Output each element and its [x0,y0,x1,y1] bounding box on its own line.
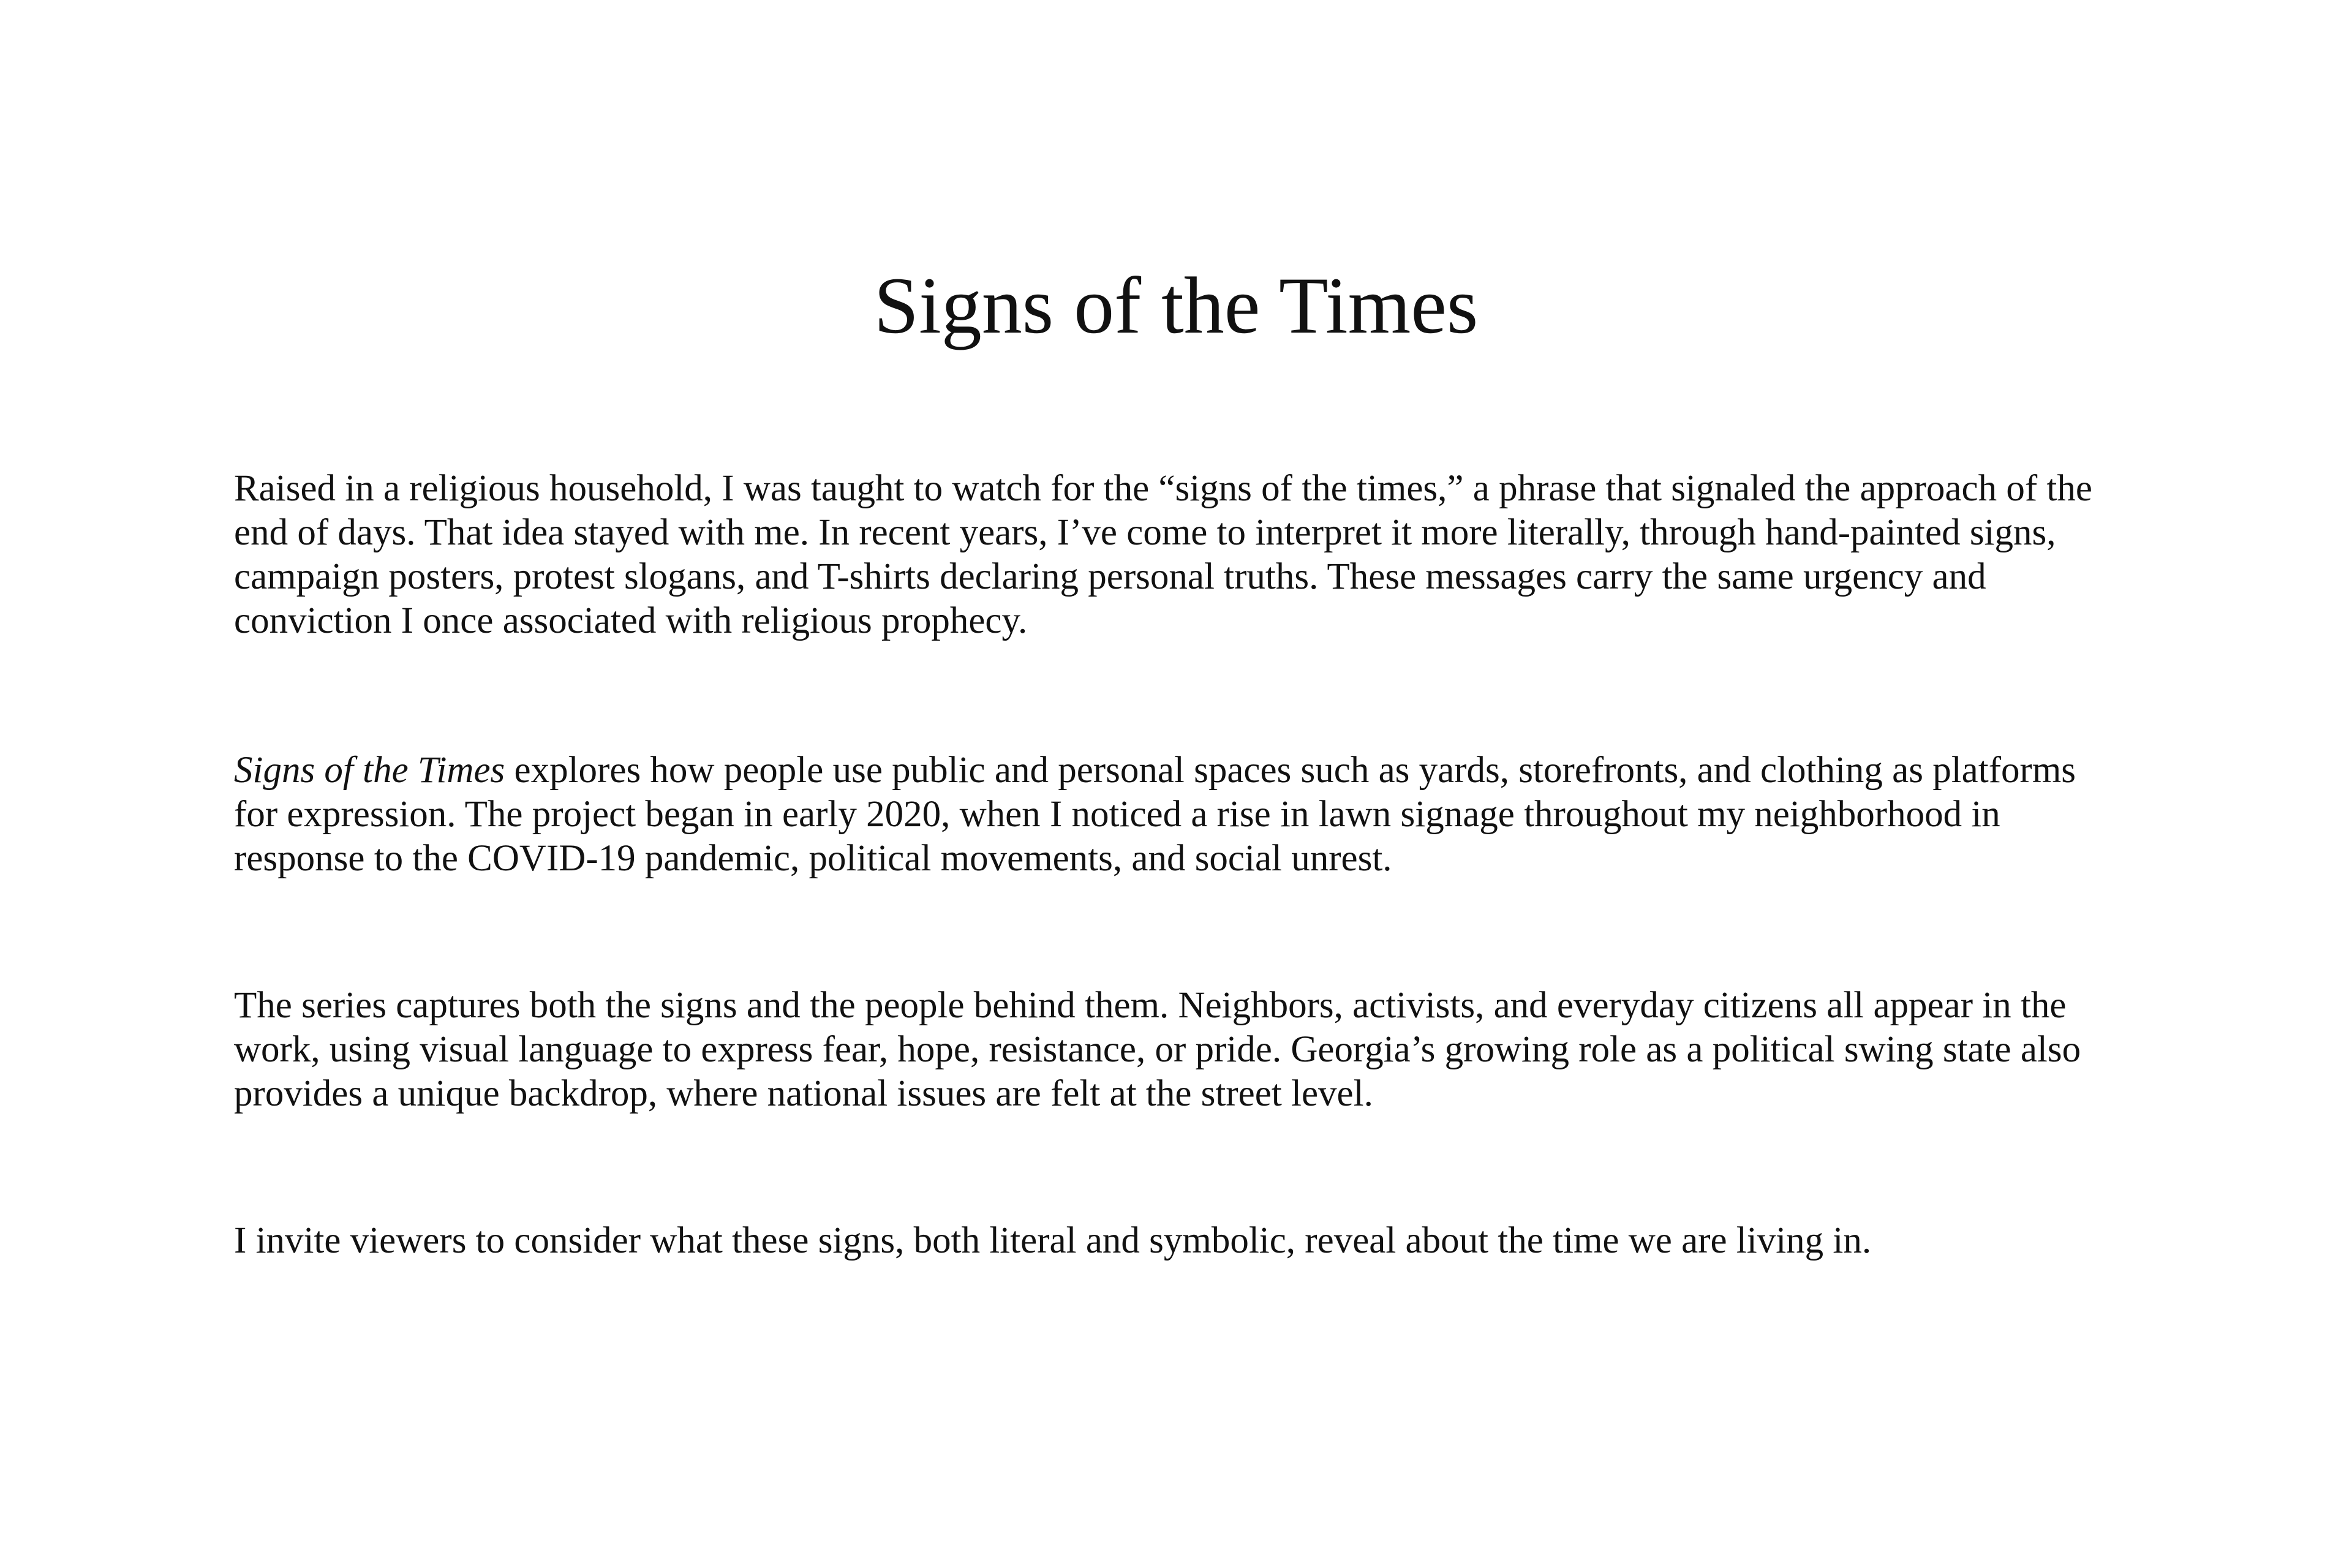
paragraph-intro: Raised in a religious household, I was taught to watch for the “signs of the times,” a phrase that signaled the approach of the end of days. That idea stayed with me. In recent years, I’ve come to interpret it more literally, through hand-painted signs, campaign posters, protest slogans, and T-shirts declaring personal truths. These messages carry the same urgency and conviction I once associated with religious prophecy. [234,468,2092,641]
paragraph-invitation: I invite viewers to consider what these signs, both literal and symbolic, reveal about the time we are living in. [234,1220,1872,1261]
project-title-italic: Signs of the Times [234,750,505,791]
paragraph-project-text: explores how people use public and personal spaces such as yards, storefronts, and clothing as platforms for expression. The project began in early 2020, when I noticed a rise in lawn signage throughout my neighborhood in response to the COVID-19 pandemic, political movements, and social unrest. [234,750,2076,879]
paragraph-project [234,748,2120,881]
paragraph-series: The series captures both the signs and the people behind them. Neighbors, activists, and everyday citizens all appear in the work, using visual language to express fear, hope, resistance, or pride. Georgia’s growing role as a political swing state also provides a unique backdrop, where national issues are felt at the street level. [234,985,2081,1114]
page-title: Signs of the Times [873,260,1479,350]
